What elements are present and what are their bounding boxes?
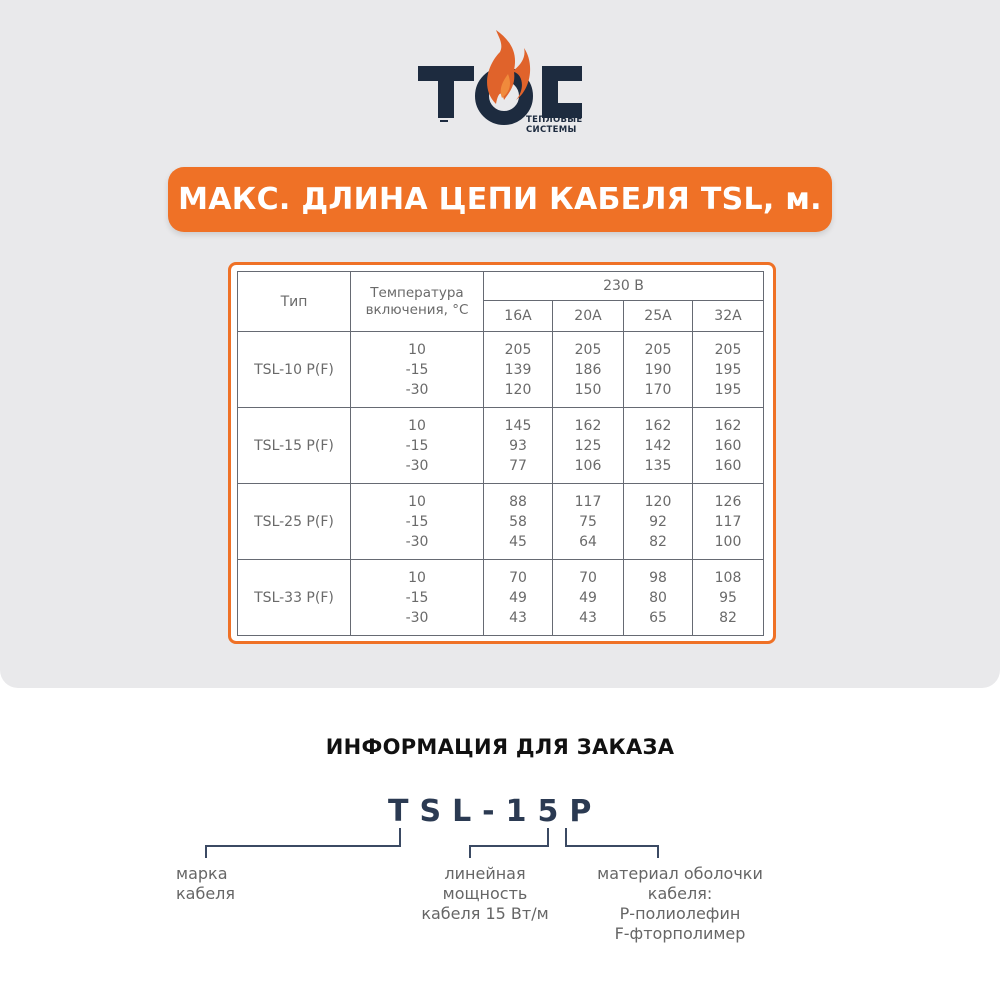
header-amp: 32А: [693, 301, 764, 332]
header-amp: 16А: [484, 301, 553, 332]
power-label: линейная мощность кабеля 15 Вт/м: [421, 864, 549, 923]
cell-type: TSL-15 P(F): [238, 408, 351, 484]
cell-length-values: 108 95 82: [693, 560, 764, 636]
logo-subtitle: ТЕПЛОВЫЕ СИСТЕМЫ: [526, 115, 583, 135]
circuit-length-table: [237, 271, 764, 636]
table-row: [238, 332, 764, 408]
cell-length-values: 70 49 43: [484, 560, 553, 636]
title-banner: [168, 167, 832, 232]
cell-temperatures: 10 -15 -30: [351, 560, 484, 636]
cell-length-values: 162 142 135: [624, 408, 693, 484]
cell-temperatures: 10 -15 -30: [351, 408, 484, 484]
table-row: [238, 560, 764, 636]
table-frame: [228, 262, 776, 644]
cell-length-values: 117 75 64: [553, 484, 624, 560]
cell-type: TSL-33 P(F): [238, 560, 351, 636]
cell-type: TSL-10 P(F): [238, 332, 351, 408]
cell-length-values: 205 139 120: [484, 332, 553, 408]
order-code: TSL-15P: [388, 794, 603, 829]
cell-type: TSL-25 P(F): [238, 484, 351, 560]
cell-length-values: 120 92 82: [624, 484, 693, 560]
header-voltage: 230 В: [484, 272, 764, 301]
brand-label: марка кабеля: [176, 864, 236, 903]
cell-length-values: 70 49 43: [553, 560, 624, 636]
cell-length-values: 205 190 170: [624, 332, 693, 408]
cell-temperatures: 10 -15 -30: [351, 332, 484, 408]
header-amp: 25А: [624, 301, 693, 332]
cell-temperatures: 10 -15 -30: [351, 484, 484, 560]
table-row: [238, 484, 764, 560]
header-temperature: Температура включения, °С: [351, 272, 484, 332]
cell-length-values: 126 117 100: [693, 484, 764, 560]
cell-length-values: 205 195 195: [693, 332, 764, 408]
cell-length-values: 98 80 65: [624, 560, 693, 636]
cell-length-values: 205 186 150: [553, 332, 624, 408]
cell-length-values: 145 93 77: [484, 408, 553, 484]
order-info-title: ИНФОРМАЦИЯ ДЛЯ ЗАКАЗА: [325, 735, 675, 759]
header-amp: 20А: [553, 301, 624, 332]
cell-length-values: 162 125 106: [553, 408, 624, 484]
table-row: [238, 408, 764, 484]
banner-title: МАКС. ДЛИНА ЦЕПИ КАБЕЛЯ TSL, м.: [178, 182, 822, 217]
material-label: материал оболочки кабеля: Р-полиолефин F-фторполимер: [597, 864, 763, 943]
cell-length-values: 162 160 160: [693, 408, 764, 484]
header-type: Тип: [238, 272, 351, 332]
cell-length-values: 88 58 45: [484, 484, 553, 560]
